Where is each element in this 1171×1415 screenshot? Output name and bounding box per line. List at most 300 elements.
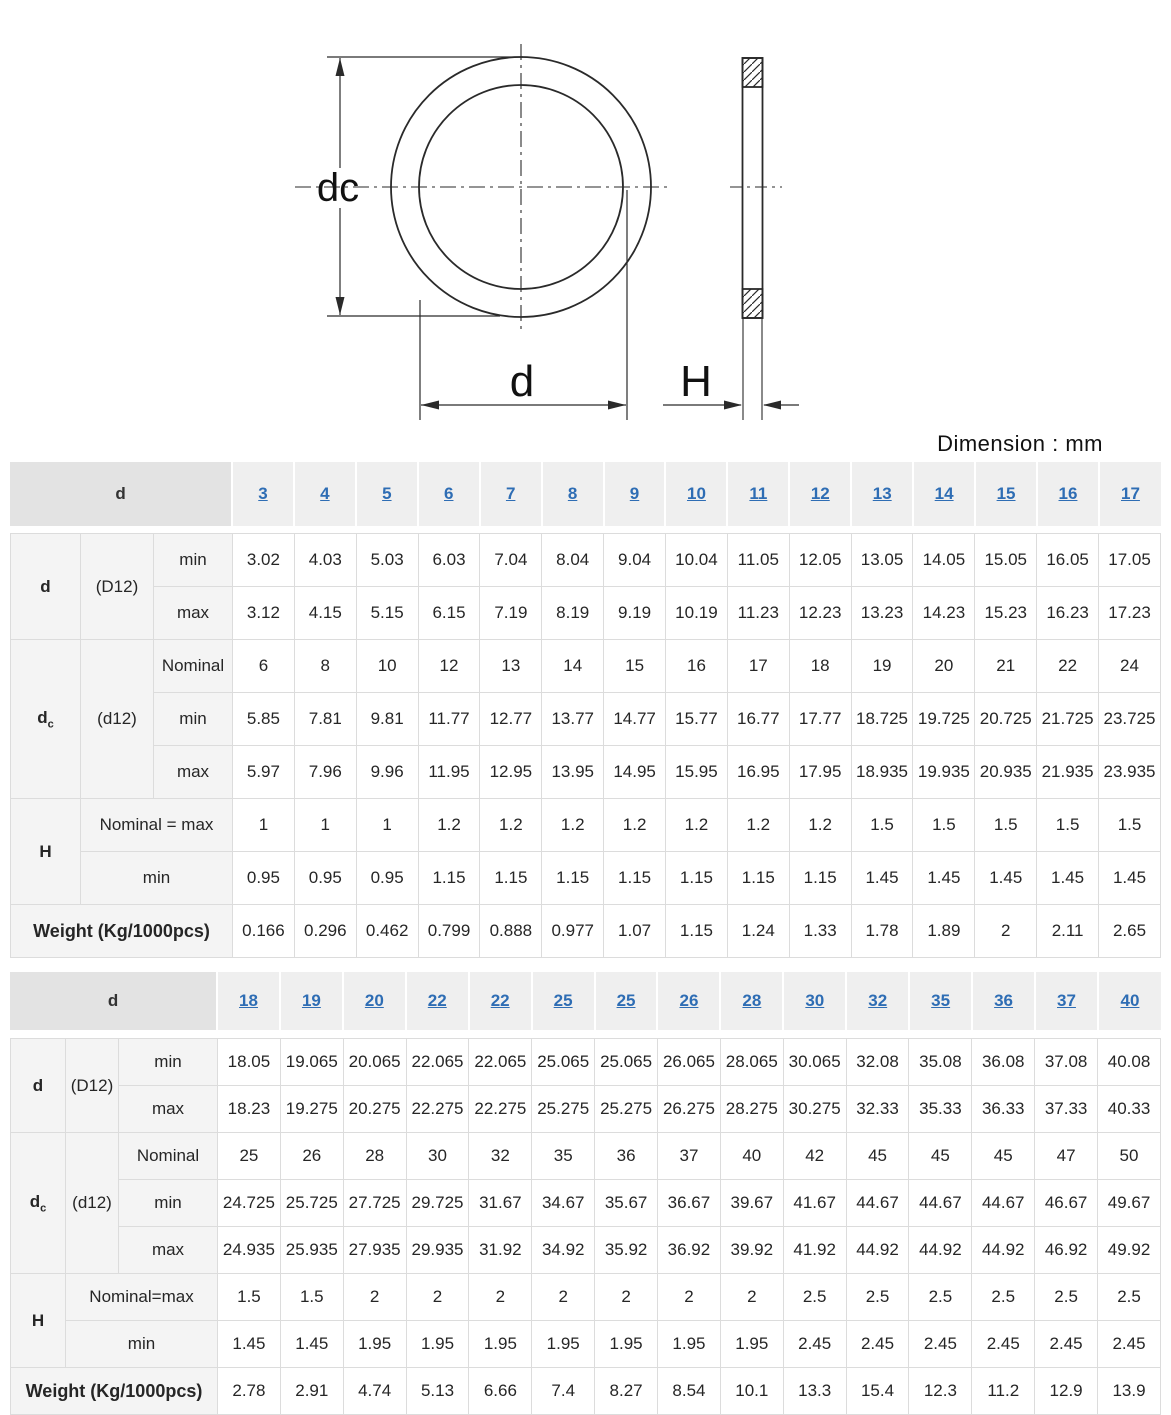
value-cell: 17.95 xyxy=(789,746,851,799)
table-row xyxy=(11,1368,1161,1415)
row-sub-label: min xyxy=(81,852,233,905)
value-cell: 35.33 xyxy=(909,1086,972,1133)
value-cell: 20.725 xyxy=(975,693,1037,746)
value-cell: 2.5 xyxy=(846,1274,909,1321)
value-cell: 1.45 xyxy=(1037,852,1099,905)
value-cell: 36.08 xyxy=(972,1039,1035,1086)
col-header-link[interactable]: 5 xyxy=(382,484,392,503)
bottom-hatch-section xyxy=(743,289,763,318)
value-cell: 0.888 xyxy=(480,905,542,958)
value-cell: 2.45 xyxy=(783,1321,846,1368)
col-header-cell xyxy=(665,462,727,526)
dimension-unit-note: Dimension : mm xyxy=(937,431,1103,456)
col-header-link[interactable]: 36 xyxy=(994,991,1014,1010)
value-cell: 1.45 xyxy=(851,852,913,905)
value-cell: 31.92 xyxy=(469,1227,532,1274)
value-cell: 1.2 xyxy=(666,799,728,852)
value-cell: 37.08 xyxy=(1035,1039,1098,1086)
col-header-link[interactable]: 6 xyxy=(444,484,454,503)
value-cell: 11.05 xyxy=(727,534,789,587)
table-header xyxy=(10,462,1161,526)
col-header-link[interactable]: 7 xyxy=(505,484,516,503)
value-cell: 25.275 xyxy=(595,1086,658,1133)
value-cell: 16 xyxy=(666,640,728,693)
col-header-link[interactable]: 30 xyxy=(805,991,825,1010)
spec-table-1 xyxy=(10,462,1161,958)
value-cell: 39.67 xyxy=(720,1180,783,1227)
col-header-link[interactable]: 20 xyxy=(364,991,384,1010)
value-cell: 1.2 xyxy=(418,799,480,852)
value-cell: 1.5 xyxy=(280,1274,343,1321)
col-header-link[interactable]: 4 xyxy=(320,484,330,503)
col-header-cell xyxy=(232,462,294,526)
col-header-cell xyxy=(720,972,783,1030)
value-cell: 12.77 xyxy=(480,693,542,746)
value-cell: 12.95 xyxy=(480,746,542,799)
value-cell: 4.03 xyxy=(294,534,356,587)
value-cell: 22.065 xyxy=(469,1039,532,1086)
value-cell: 36.33 xyxy=(972,1086,1035,1133)
table-row xyxy=(11,1133,1161,1180)
value-cell: 44.67 xyxy=(909,1180,972,1227)
table-corner-label: d xyxy=(10,972,217,1030)
col-header-cell xyxy=(595,972,658,1030)
value-cell: 14.23 xyxy=(913,587,975,640)
col-header-cell xyxy=(217,972,280,1030)
value-cell: 45 xyxy=(909,1133,972,1180)
value-cell: 26 xyxy=(280,1133,343,1180)
value-cell: 25.935 xyxy=(280,1227,343,1274)
value-cell: 13.05 xyxy=(851,534,913,587)
row-sub-label: min xyxy=(154,693,233,746)
value-cell: 14.05 xyxy=(913,534,975,587)
value-cell: 23.725 xyxy=(1099,693,1161,746)
table-row xyxy=(11,1180,1161,1227)
value-cell: 20 xyxy=(913,640,975,693)
value-cell: 1.45 xyxy=(975,852,1037,905)
col-header-link[interactable]: 40 xyxy=(1120,991,1140,1010)
value-cell: 15 xyxy=(604,640,666,693)
value-cell: 0.462 xyxy=(356,905,418,958)
col-header-cell xyxy=(913,462,975,526)
value-cell: 24 xyxy=(1099,640,1161,693)
value-cell: 6.03 xyxy=(418,534,480,587)
row-sub-label: min xyxy=(119,1180,218,1227)
value-cell: 7.81 xyxy=(294,693,356,746)
row-dim-label: H xyxy=(11,1274,66,1368)
value-cell: 35.08 xyxy=(909,1039,972,1086)
value-cell: 2.5 xyxy=(1098,1274,1161,1321)
value-cell: 41.67 xyxy=(783,1180,846,1227)
value-cell: 5.15 xyxy=(356,587,418,640)
col-header-link[interactable]: 32 xyxy=(868,991,888,1010)
col-header-link[interactable]: 12 xyxy=(810,484,830,503)
value-cell: 17.23 xyxy=(1099,587,1161,640)
value-cell: 8.54 xyxy=(658,1368,721,1415)
value-cell: 35.92 xyxy=(595,1227,658,1274)
row-sub-label: max xyxy=(119,1227,218,1274)
value-cell: 32.08 xyxy=(846,1039,909,1086)
value-cell: 19.935 xyxy=(913,746,975,799)
value-cell: 2 xyxy=(720,1274,783,1321)
col-header-link[interactable]: 26 xyxy=(679,991,699,1010)
table-row xyxy=(11,587,1161,640)
value-cell: 0.799 xyxy=(418,905,480,958)
value-cell: 16.77 xyxy=(727,693,789,746)
value-cell: 9.19 xyxy=(604,587,666,640)
value-cell: 36.92 xyxy=(658,1227,721,1274)
value-cell: 46.92 xyxy=(1035,1227,1098,1274)
value-cell: 10.19 xyxy=(666,587,728,640)
value-cell: 13.9 xyxy=(1098,1368,1161,1415)
value-cell: 15.4 xyxy=(846,1368,909,1415)
value-cell: 0.296 xyxy=(294,905,356,958)
col-header-link[interactable]: 25 xyxy=(616,991,636,1010)
row-sub-label: max xyxy=(154,587,233,640)
value-cell: 7.4 xyxy=(532,1368,595,1415)
value-cell: 0.977 xyxy=(542,905,604,958)
value-cell: 13 xyxy=(480,640,542,693)
col-header-cell xyxy=(657,972,720,1030)
dim-label-d: d xyxy=(509,357,535,406)
h-dimension xyxy=(663,357,799,410)
value-cell: 2.91 xyxy=(280,1368,343,1415)
value-cell: 0.95 xyxy=(356,852,418,905)
col-header-cell xyxy=(975,462,1037,526)
value-cell: 44.67 xyxy=(846,1180,909,1227)
value-cell: 1 xyxy=(356,799,418,852)
value-cell: 6 xyxy=(233,640,295,693)
value-cell: 20.065 xyxy=(343,1039,406,1086)
col-header-link[interactable]: 25 xyxy=(553,991,573,1010)
value-cell: 1.15 xyxy=(666,905,728,958)
value-cell: 2.45 xyxy=(909,1321,972,1368)
col-header-cell xyxy=(1037,462,1099,526)
row-sub-label: max xyxy=(154,746,233,799)
value-cell: 1.95 xyxy=(469,1321,532,1368)
value-cell: 45 xyxy=(846,1133,909,1180)
value-cell: 2.5 xyxy=(783,1274,846,1321)
value-cell: 19 xyxy=(851,640,913,693)
value-cell: 1.5 xyxy=(913,799,975,852)
value-cell: 13.23 xyxy=(851,587,913,640)
value-cell: 30 xyxy=(406,1133,469,1180)
value-cell: 18.23 xyxy=(218,1086,281,1133)
value-cell: 44.92 xyxy=(846,1227,909,1274)
value-cell: 49.92 xyxy=(1098,1227,1161,1274)
col-header-cell xyxy=(1099,462,1161,526)
col-header-cell xyxy=(1098,972,1161,1030)
value-cell: 1.5 xyxy=(975,799,1037,852)
col-header-link[interactable]: 10 xyxy=(686,484,706,503)
value-cell: 18 xyxy=(789,640,851,693)
value-cell: 7.19 xyxy=(480,587,542,640)
arrow-right-icon xyxy=(724,401,742,410)
value-cell: 1.45 xyxy=(913,852,975,905)
col-header-cell xyxy=(783,972,846,1030)
value-cell: 3.02 xyxy=(233,534,295,587)
table-row xyxy=(11,905,1161,958)
table-row xyxy=(11,693,1161,746)
col-header-cell xyxy=(789,462,851,526)
value-cell: 25.725 xyxy=(280,1180,343,1227)
value-cell: 16.23 xyxy=(1037,587,1099,640)
value-cell: 2.45 xyxy=(846,1321,909,1368)
col-header-link[interactable]: 28 xyxy=(742,991,762,1010)
top-hatch-section xyxy=(743,58,763,87)
dim-label-dc: dc xyxy=(316,166,360,210)
row-dim-label: d xyxy=(11,534,81,640)
value-cell: 1.2 xyxy=(789,799,851,852)
value-cell: 28.275 xyxy=(720,1086,783,1133)
value-cell: 5.97 xyxy=(233,746,295,799)
value-cell: 2.45 xyxy=(1098,1321,1161,1368)
value-cell: 1.5 xyxy=(218,1274,281,1321)
value-cell: 26.275 xyxy=(658,1086,721,1133)
value-cell: 27.935 xyxy=(343,1227,406,1274)
col-header-link[interactable]: 15 xyxy=(996,484,1016,503)
value-cell: 16.95 xyxy=(727,746,789,799)
value-cell: 50 xyxy=(1098,1133,1161,1180)
value-cell: 28.065 xyxy=(720,1039,783,1086)
value-cell: 36 xyxy=(595,1133,658,1180)
value-cell: 2.5 xyxy=(972,1274,1035,1321)
value-cell: 17 xyxy=(727,640,789,693)
value-cell: 12 xyxy=(418,640,480,693)
col-header-link[interactable]: 18 xyxy=(239,991,258,1010)
value-cell: 9.81 xyxy=(356,693,418,746)
value-cell: 26.065 xyxy=(658,1039,721,1086)
table-row xyxy=(11,1321,1161,1368)
row-sub-label: Nominal=max xyxy=(66,1274,218,1321)
value-cell: 15.77 xyxy=(666,693,728,746)
value-cell: 49.67 xyxy=(1098,1180,1161,1227)
value-cell: 19.725 xyxy=(913,693,975,746)
col-header-cell xyxy=(280,972,343,1030)
spec-tables xyxy=(0,462,1171,1415)
value-cell: 14 xyxy=(542,640,604,693)
value-cell: 25.065 xyxy=(595,1039,658,1086)
value-cell: 30.275 xyxy=(783,1086,846,1133)
table-body xyxy=(10,533,1161,958)
value-cell: 0.95 xyxy=(233,852,295,905)
d-dimension xyxy=(420,190,627,420)
col-header-link[interactable]: 22 xyxy=(427,991,447,1010)
arrow-down-icon xyxy=(336,297,345,315)
value-cell: 9.96 xyxy=(356,746,418,799)
value-cell: 1.45 xyxy=(1099,852,1161,905)
value-cell: 4.15 xyxy=(294,587,356,640)
value-cell: 45 xyxy=(972,1133,1035,1180)
col-header-link[interactable]: 9 xyxy=(629,484,640,503)
value-cell: 19.275 xyxy=(280,1086,343,1133)
value-cell: 44.92 xyxy=(909,1227,972,1274)
value-cell: 1.2 xyxy=(727,799,789,852)
table-row xyxy=(11,799,1161,852)
col-header-cell xyxy=(542,462,604,526)
value-cell: 5.03 xyxy=(356,534,418,587)
col-header-link[interactable]: 37 xyxy=(1057,991,1076,1010)
value-cell: 32 xyxy=(469,1133,532,1180)
row-sub-label: Nominal = max xyxy=(81,799,233,852)
value-cell: 27.725 xyxy=(343,1180,406,1227)
row-sub-label: min xyxy=(154,534,233,587)
value-cell: 22 xyxy=(1037,640,1099,693)
col-header-link[interactable]: 8 xyxy=(567,484,578,503)
value-cell: 4.74 xyxy=(343,1368,406,1415)
col-header-cell xyxy=(343,972,406,1030)
value-cell: 8.27 xyxy=(595,1368,658,1415)
value-cell: 14.77 xyxy=(604,693,666,746)
value-cell: 15.23 xyxy=(975,587,1037,640)
value-cell: 2 xyxy=(658,1274,721,1321)
value-cell: 2 xyxy=(406,1274,469,1321)
value-cell: 12.3 xyxy=(909,1368,972,1415)
value-cell: 1.95 xyxy=(532,1321,595,1368)
value-cell: 23.935 xyxy=(1099,746,1161,799)
value-cell: 1.95 xyxy=(343,1321,406,1368)
col-header-link[interactable]: 19 xyxy=(301,991,321,1010)
value-cell: 2 xyxy=(469,1274,532,1321)
value-cell: 1.15 xyxy=(418,852,480,905)
value-cell: 1.5 xyxy=(1099,799,1161,852)
value-cell: 1.07 xyxy=(604,905,666,958)
value-cell: 21.725 xyxy=(1037,693,1099,746)
table-row xyxy=(11,534,1161,587)
value-cell: 25.275 xyxy=(532,1086,595,1133)
value-cell: 12.9 xyxy=(1035,1368,1098,1415)
value-cell: 1 xyxy=(233,799,295,852)
row-sub-label: Nominal xyxy=(119,1133,218,1180)
value-cell: 1.15 xyxy=(727,852,789,905)
value-cell: 1.95 xyxy=(658,1321,721,1368)
value-cell: 2.5 xyxy=(909,1274,972,1321)
value-cell: 13.95 xyxy=(542,746,604,799)
value-cell: 2.78 xyxy=(218,1368,281,1415)
value-cell: 18.05 xyxy=(218,1039,281,1086)
value-cell: 12.23 xyxy=(789,587,851,640)
arrow-right-icon xyxy=(608,401,626,410)
col-header-cell xyxy=(469,972,532,1030)
value-cell: 46.67 xyxy=(1035,1180,1098,1227)
col-header-link[interactable]: 16 xyxy=(1058,484,1078,503)
value-cell: 34.92 xyxy=(532,1227,595,1274)
col-header-link[interactable]: 17 xyxy=(1121,484,1140,503)
value-cell: 28 xyxy=(343,1133,406,1180)
value-cell: 1.95 xyxy=(595,1321,658,1368)
value-cell: 11.95 xyxy=(418,746,480,799)
value-cell: 2.45 xyxy=(972,1321,1035,1368)
value-cell: 1.5 xyxy=(851,799,913,852)
col-header-cell xyxy=(909,972,972,1030)
col-header-link[interactable]: 3 xyxy=(258,484,268,503)
value-cell: 7.04 xyxy=(480,534,542,587)
value-cell: 18.725 xyxy=(851,693,913,746)
value-cell: 30.065 xyxy=(783,1039,846,1086)
value-cell: 2 xyxy=(532,1274,595,1321)
value-cell: 21.935 xyxy=(1037,746,1099,799)
value-cell: 2.11 xyxy=(1037,905,1099,958)
value-cell: 16.05 xyxy=(1037,534,1099,587)
value-cell: 19.065 xyxy=(280,1039,343,1086)
value-cell: 24.935 xyxy=(218,1227,281,1274)
value-cell: 2 xyxy=(595,1274,658,1321)
value-cell: 3.12 xyxy=(233,587,295,640)
value-cell: 8.19 xyxy=(542,587,604,640)
value-cell: 22.275 xyxy=(406,1086,469,1133)
table-row xyxy=(11,1274,1161,1321)
value-cell: 20.275 xyxy=(343,1086,406,1133)
arrow-left-icon xyxy=(763,401,781,410)
washer-side-view xyxy=(730,58,782,420)
col-header-cell xyxy=(846,972,909,1030)
col-header-link[interactable]: 13 xyxy=(872,484,892,503)
value-cell: 40.33 xyxy=(1098,1086,1161,1133)
value-cell: 1.2 xyxy=(542,799,604,852)
col-header-link[interactable]: 14 xyxy=(934,484,954,503)
value-cell: 7.96 xyxy=(294,746,356,799)
row-dim-label: $d_c$ xyxy=(11,640,81,799)
technical-drawing-area xyxy=(0,0,1171,462)
value-cell: 1.89 xyxy=(913,905,975,958)
value-cell: 17.05 xyxy=(1099,534,1161,587)
value-cell: 25 xyxy=(218,1133,281,1180)
table-row xyxy=(11,746,1161,799)
value-cell: 8 xyxy=(294,640,356,693)
value-cell: 6.15 xyxy=(418,587,480,640)
value-cell: 47 xyxy=(1035,1133,1098,1180)
row-dim-label: d xyxy=(11,1039,66,1133)
table-row xyxy=(11,640,1161,693)
col-header-link[interactable]: 11 xyxy=(749,484,768,503)
value-cell: 1.95 xyxy=(406,1321,469,1368)
value-cell: 25.065 xyxy=(532,1039,595,1086)
table-corner-label: d xyxy=(10,462,232,526)
value-cell: 1.33 xyxy=(789,905,851,958)
arrow-left-icon xyxy=(421,401,439,410)
table-row xyxy=(11,852,1161,905)
value-cell: 2.5 xyxy=(1035,1274,1098,1321)
value-cell: 1.15 xyxy=(604,852,666,905)
value-cell: 9.04 xyxy=(604,534,666,587)
value-cell: 0.95 xyxy=(294,852,356,905)
row-tolerance-label: (d12) xyxy=(81,640,154,799)
value-cell: 12.05 xyxy=(789,534,851,587)
col-header-cell xyxy=(418,462,480,526)
table-row xyxy=(11,1086,1161,1133)
value-cell: 1.15 xyxy=(789,852,851,905)
value-cell: 35 xyxy=(532,1133,595,1180)
col-header-cell xyxy=(972,972,1035,1030)
spec-table-2 xyxy=(10,972,1161,1415)
col-header-cell xyxy=(480,462,542,526)
value-cell: 0.166 xyxy=(233,905,295,958)
value-cell: 1.95 xyxy=(720,1321,783,1368)
value-cell: 13.3 xyxy=(783,1368,846,1415)
table-header xyxy=(10,972,1161,1030)
col-header-link[interactable]: 22 xyxy=(490,991,510,1010)
value-cell: 5.13 xyxy=(406,1368,469,1415)
row-tolerance-label: (D12) xyxy=(66,1039,119,1133)
value-cell: 35.67 xyxy=(595,1180,658,1227)
col-header-link[interactable]: 35 xyxy=(931,991,951,1010)
value-cell: 32.33 xyxy=(846,1086,909,1133)
value-cell: 20.935 xyxy=(975,746,1037,799)
value-cell: 1.2 xyxy=(480,799,542,852)
col-header-cell xyxy=(851,462,913,526)
value-cell: 41.92 xyxy=(783,1227,846,1274)
row-tolerance-label: (d12) xyxy=(66,1133,119,1274)
